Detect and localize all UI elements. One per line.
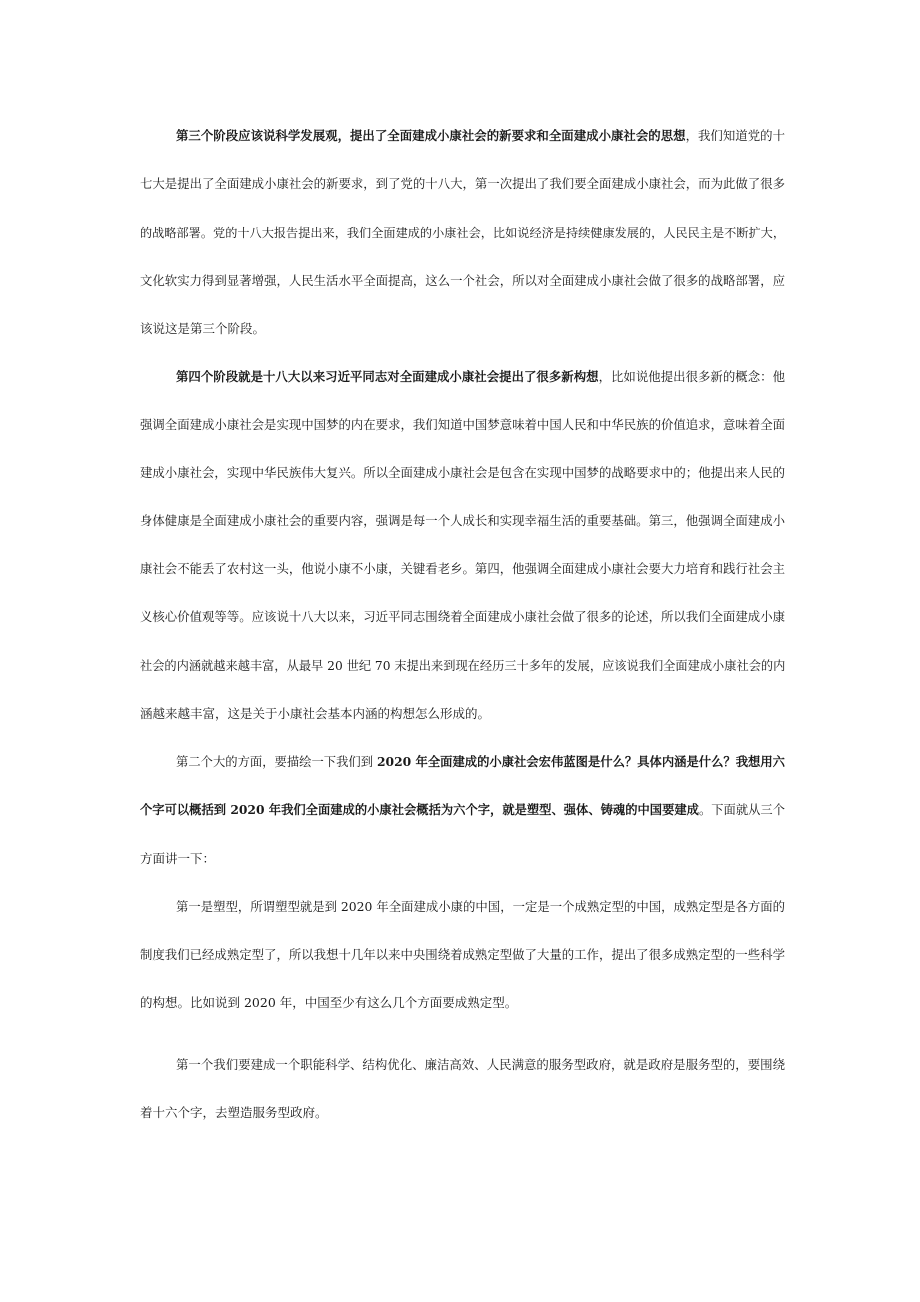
body-text: 七大是提出了全面建成小康社会的新要求，到了党的十八大，第一次提出了我们要全面建成小康社会，而为此做了很多 [140, 176, 785, 191]
paragraph-5-line-1 [176, 1057, 785, 1073]
body-text: 制度我们已经成熟定型了，所以我想十几年以来中央围绕着成熟定型做了大量的工作，提出了很多成熟定型的一些科学 [140, 947, 785, 962]
paragraph-3-line-3 [140, 851, 215, 867]
body-text: 该说这是第三个阶段。 [140, 321, 266, 336]
body-text: 建成小康社会，实现中华民族伟大复兴。所以全面建成小康社会是包含在实现中国梦的战略要求中的；他提出来人民的 [140, 465, 785, 480]
body-text: 文化软实力得到显著增强，人民生活水平全面提高，这么一个社会，所以对全面建成小康社会做了很多的战略部署，应 [140, 273, 785, 288]
bold-text: 第三个阶段应该说科学发展观，提出了全面建成小康社会的新要求和全面建成小康社会的思想 [176, 128, 686, 143]
bold-text: 第四个阶段就是十八大以来习近平同志对全面建成小康社会提出了很多新构想 [176, 369, 599, 384]
body-text: 的战略部署。党的十八大报告提出来，我们全面建成的小康社会，比如说经济是持续健康发展的，人民民主是不断扩大， [140, 226, 785, 240]
body-text: 方面讲一下： [140, 851, 216, 866]
body-text: 第二个大的方面，要描绘一下我们到 [176, 755, 377, 769]
paragraph-2-line-1 [176, 369, 785, 385]
body-text: ，比如说他提出很多新的概念：他 [598, 369, 785, 384]
paragraph-3-line-1 [176, 754, 785, 770]
paragraph-2-line-8 [140, 706, 490, 722]
body-text: 强调全面建成小康社会是实现中国梦的内在要求，我们知道中国梦意味着中国人民和中华民族的价值追求，意味着全面 [140, 417, 785, 432]
body-text: 身体健康是全面建成小康社会的重要内容，强调是每一个人成长和实现幸福生活的重要基础。第三，他强调全面建成小 [140, 513, 785, 528]
body-text: 涵越来越丰富，这是关于小康社会基本内涵的构想怎么形成的。 [140, 706, 491, 721]
body-text: ，我们知道党的十 [685, 128, 785, 143]
body-text: 社会的内涵就越来越丰富，从最早 20 世纪 70 末提出来到现在经历三十多年的发展，应该说我们全面建成小康社会的内 [140, 659, 786, 673]
paragraph-5-line-2 [140, 1105, 328, 1121]
body-text: 的构想。比如说到 2020 年，中国至少有这么几个方面要成熟定型。 [140, 995, 518, 1010]
paragraph-2-line-4 [140, 513, 785, 529]
paragraph-2-line-7 [140, 658, 785, 674]
body-text: 第一是塑型，所谓塑型就是到 2020 年全面建成小康的中国，一定是一个成熟定型的中国，成熟定型是各方面的 [176, 900, 785, 914]
paragraph-4-line-2 [140, 947, 785, 963]
bold-text: 个字可以概括到 2020 年我们全面建成的小康社会概括为六个字，就是塑型、强体、铸魂的中国要建成 [140, 802, 699, 817]
paragraph-2-line-6 [140, 609, 785, 625]
paragraph-1-line-2 [140, 176, 785, 192]
body-text: 。下面就从三个 [698, 803, 785, 817]
paragraph-1-line-4 [140, 273, 785, 289]
paragraph-2-line-3 [140, 465, 785, 481]
body-text: 义核心价值观等等。应该说十八大以来，习近平同志围绕着全面建成小康社会做了很多的论述，所以我们全面建成小康 [140, 609, 785, 624]
body-text: 着十六个字，去塑造服务型政府。 [140, 1105, 328, 1120]
body-text: 第一个我们要建成一个职能科学、结构优化、廉洁高效、人民满意的服务型政府，就是政府是服务型的，要围绕 [176, 1057, 785, 1072]
paragraph-1-line-3 [140, 225, 785, 241]
paragraph-1-line-1 [176, 128, 785, 144]
paragraph-3-line-2 [140, 802, 785, 818]
body-text: 康社会不能丢了农村这一头，他说小康不小康，关键看老乡。第四，他强调全面建成小康社会要大力培育和践行社会主 [140, 561, 785, 576]
paragraph-2-line-2 [140, 417, 785, 433]
paragraph-4-line-3 [140, 995, 517, 1011]
bold-text: 2020 年全面建成的小康社会宏伟蓝图是什么？具体内涵是什么？我想用六 [376, 754, 785, 769]
paragraph-4-line-1 [176, 899, 785, 915]
paragraph-1-line-5 [140, 321, 265, 337]
paragraph-2-line-5 [140, 561, 785, 577]
